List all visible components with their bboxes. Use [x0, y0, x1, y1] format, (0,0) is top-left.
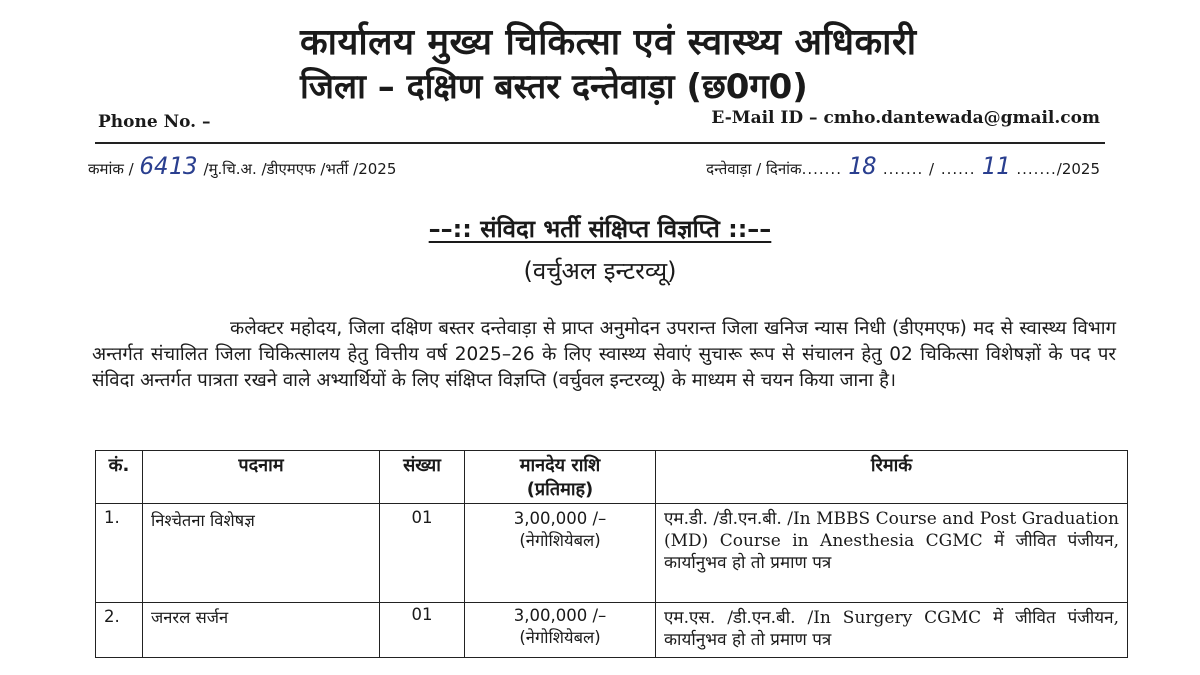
- row-remark: एम.डी. /डी.एन.बी. /In MBBS Course and Post Graduation (MD) Course in Anesthesia CGMC में जीवित पंजीयन, कार्यानुभव हो तो प्रमाण पत्र: [656, 504, 1128, 603]
- header-remark: रिमार्क: [656, 451, 1128, 504]
- header-count: संख्या: [380, 451, 465, 504]
- row-pay-note: (नेगोशियेबल): [519, 628, 601, 647]
- header-pay: [465, 451, 656, 504]
- district-name: जिला – दक्षिण बस्तर दन्तेवाड़ा (छ0ग0): [300, 67, 808, 107]
- posts-table: [95, 450, 1128, 658]
- table-header-row: [96, 451, 1128, 504]
- row-pay-amount: 3,00,000 /–: [513, 509, 607, 528]
- row-pay-amount: 3,00,000 /–: [513, 606, 607, 625]
- reference-date: दन्तेवाड़ा / दिनांक....... 18 ....... / ...... 11 ......./2025: [706, 152, 1100, 180]
- phone-label: Phone No. –: [98, 112, 211, 132]
- header-pay-line1: मानदेय राशि: [519, 455, 601, 476]
- row-remark: एम.एस. /डी.एन.बी. /In Surgery CGMC में जीवित पंजीयन, कार्यानुभव हो तो प्रमाण पत्र: [656, 603, 1128, 658]
- reference-prefix: कमांक /: [88, 160, 134, 178]
- row-serial: 1.: [96, 504, 143, 603]
- table-row: [96, 603, 1128, 658]
- date-day: 18: [847, 152, 877, 180]
- notice-body: कलेक्टर महोदय, जिला दक्षिण बस्तर दन्तेवाड़ा से प्राप्त अनुमोदन उपरान्त जिला खनिज न्यास निधी (डीएमएफ) मद से स्वास्थ्य विभाग अन्तर्गत संचालित जिला चिकित्सालय हेतु वित्तीय वर्ष 2025–26 के लिए स्वास्थ्य सेवाएं सुचारू रूप से संचालन हेतु 02 चिकित्सा विशेषज्ञों के पद पर संविदा अन्तर्गत पात्रता रखने वाले अभ्यार्थियों के लिए संक्षिप्त विज्ञप्ति (वर्चुवल इन्टरव्यू) के माध्यम से चयन किया जाना है।: [92, 318, 1116, 391]
- email-label: E-Mail ID – cmho.dantewada@gmail.com: [711, 108, 1100, 128]
- place-date-label: दन्तेवाड़ा / दिनांक: [706, 160, 802, 178]
- notice-title: ––:: संविदा भर्ती संक्षिप्त विज्ञप्ति ::––: [428, 215, 772, 243]
- date-month: 11: [981, 152, 1011, 180]
- notice-subtitle: (वर्चुअल इन्टरव्यू): [523, 257, 677, 285]
- row-pay: [465, 504, 656, 603]
- row-post: जनरल सर्जन: [143, 603, 380, 658]
- row-serial: 2.: [96, 603, 143, 658]
- reference-number: [88, 152, 396, 180]
- header-serial: कं.: [96, 451, 143, 504]
- office-name: कार्यालय मुख्य चिकित्सा एवं स्वास्थ्य अधिकारी: [300, 22, 917, 63]
- row-pay: [465, 603, 656, 658]
- reference-row: [88, 152, 1100, 186]
- row-count: 01: [380, 603, 465, 658]
- row-post: निश्चेतना विशेषज्ञ: [143, 504, 380, 603]
- header-divider: [95, 142, 1105, 144]
- row-count: 01: [380, 504, 465, 603]
- reference-suffix: /मु.चि.अ. /डीएमएफ /भर्ती /2025: [203, 160, 397, 178]
- row-pay-note: (नेगोशियेबल): [519, 531, 601, 550]
- reference-handwritten-number: 6413: [139, 152, 198, 180]
- header-pay-line2: (प्रतिमाह): [526, 479, 594, 500]
- header-post: पदनाम: [143, 451, 380, 504]
- date-year: /2025: [1056, 160, 1100, 178]
- table-row: [96, 504, 1128, 603]
